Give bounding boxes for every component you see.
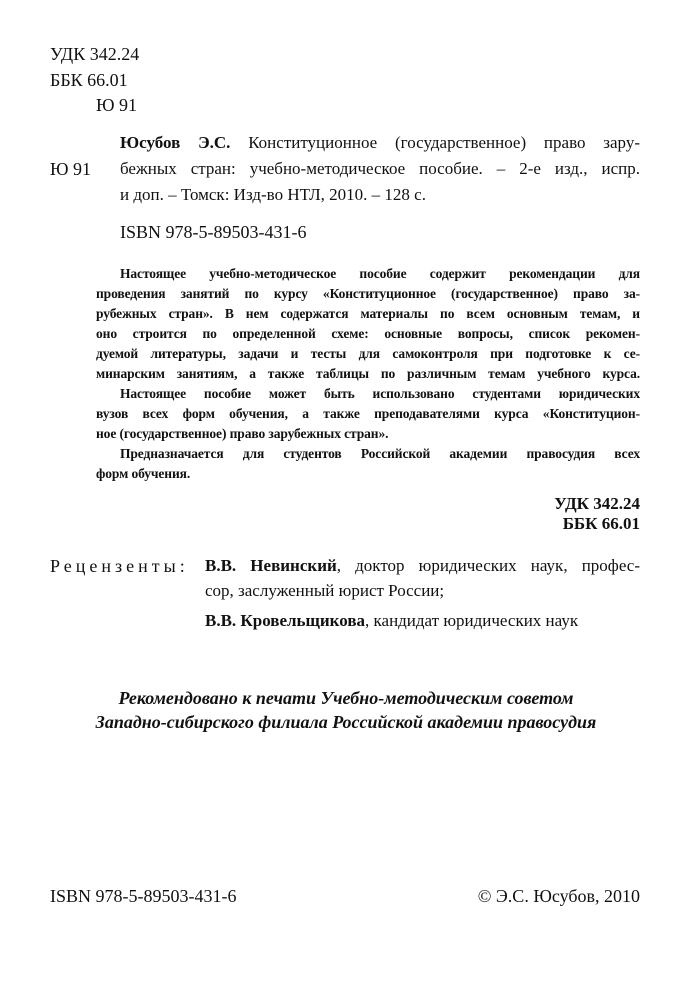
abstract-p2-line-3: ное (государственное) право зарубежных стран». (96, 426, 389, 441)
biblio-line-1 (120, 133, 640, 153)
reviewer-2-details: , кандидат юридических наук (365, 611, 579, 630)
abstract-p1-line-2: проведения занятий по курсу «Конституционное (государственное) право за- (96, 286, 640, 301)
abstract-p3-line-2: форм обучения. (96, 466, 191, 481)
bbk-code: ББК 66.01 (50, 70, 128, 90)
reviewer-1-name: В.В. Невинский (205, 556, 337, 575)
biblio-author: Юсубов Э.С. (120, 133, 231, 152)
reviewer-2-line (205, 611, 578, 631)
abstract-p2-line-1: Настоящее пособие может быть использовано студентами юридических (120, 386, 640, 401)
abstract-p3-line-1: Предназначается для студентов Российской академии правосудия всех (120, 446, 640, 461)
udk-code: УДК 342.24 (50, 44, 140, 64)
abstract-bbk: ББК 66.01 (562, 514, 640, 533)
reviewer-1-line-2: сор, заслуженный юрист России; (205, 581, 445, 600)
abstract-p1-line-4: оно строится по определенной схеме: основные вопросы, список рекомен- (96, 326, 640, 341)
recommendation-line-2: Западно-сибирского филиала Российской академии правосудия (95, 712, 597, 732)
reviewer-1-line-1 (205, 556, 640, 576)
reviewer-1-details: , доктор юридических наук, профес- (336, 556, 640, 575)
abstract-udk: УДК 342.24 (554, 494, 640, 513)
recommendation-line-1: Рекомендовано к печати Учебно-методическим советом (118, 688, 574, 708)
biblio-line-3: и доп. – Томск: Изд-во НТЛ, 2010. – 128 с. (120, 185, 426, 204)
abstract-p1-line-1: Настоящее учебно-методическое пособие содержит рекомендации для (120, 266, 640, 281)
footer-copyright: © Э.С. Юсубов, 2010 (477, 886, 640, 906)
abstract-p1-line-3: рубежных стран». В нем содержатся материалы по всем основным темам, и (96, 306, 640, 321)
biblio-isbn: ISBN 978-5-89503-431-6 (120, 222, 307, 242)
abstract-p1-line-5: дуемой литературы, задачи и тесты для самоконтроля при подготовке к се- (96, 346, 640, 361)
author-sign-code: Ю 91 (96, 95, 138, 115)
abstract-p2-line-2: вузов всех форм обучения, а также преподавателями курса «Конституцион- (96, 406, 640, 421)
biblio-line-2: бежных стран: учебно-методическое пособие. – 2-е изд., испр. (120, 159, 640, 178)
abstract-p1-line-6: минарским занятиям, а также таблицы по различным темам учебного курса. (96, 366, 640, 381)
biblio-line-1-rest: Конституционное (государственное) право зару- (230, 133, 640, 152)
reviewer-2-name: В.В. Кровельщикова (205, 611, 366, 630)
reviewers-label: Рецензенты: (50, 556, 189, 576)
footer-isbn: ISBN 978-5-89503-431-6 (50, 886, 237, 906)
biblio-side-code: Ю 91 (50, 159, 92, 179)
